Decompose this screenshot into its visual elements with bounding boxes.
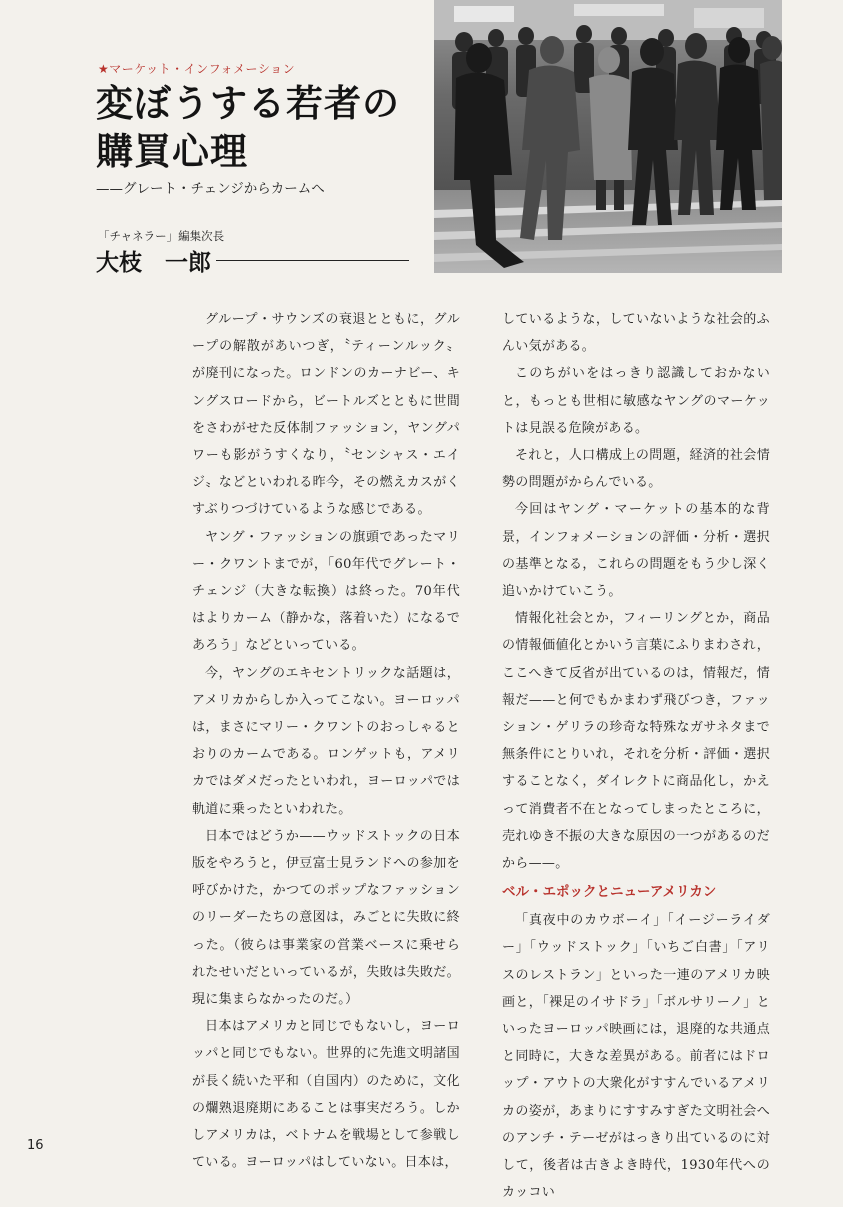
paragraph-continuation: しているような，していないような社会的ふんい気がある。 xyxy=(502,312,770,355)
crowd-photo xyxy=(434,0,782,273)
author-name: 大枝 一郎 xyxy=(96,250,211,276)
article-subtitle: ——グレート・チェンジからカームへ xyxy=(96,181,325,197)
paragraph: 今，ヤングのエキセントリックな話題は，アメリカからしか入ってこない。ヨーロッパは，まさにマリー・クワントのおっしゃるとおりのカームである。ロンゲットも，アメリカではダメだったといわれ，ヨーロッパでは軌道に乗ったといわれた。 xyxy=(192,665,460,817)
title-line-1: 変ぼうする若者の xyxy=(96,82,400,125)
paragraph: ヤング・ファッションの旗頭であったマリー・クワントまでが，「60年代でグレート・チェンジ（大きな転換）は終った。70年代はよりカーム（静かな，落着いた）になるであろう」などといっている。 xyxy=(192,529,460,654)
paragraph: 今回はヤング・マーケットの基本的な背景，インフォメーションの評価・分析・選択の基準となる，これらの問題をもう少し深く追いかけていこう。 xyxy=(502,502,770,600)
section-kicker: ★マーケット・インフォメーション xyxy=(98,62,296,76)
body-column-left xyxy=(192,306,460,1177)
title-line-2: 購買心理 xyxy=(96,130,248,173)
paragraph: それと，人口構成上の問題，経済的社会情勢の問題がからんでいる。 xyxy=(502,448,770,491)
paragraph: グループ・サウンズの衰退とともに，グループの解散があいつぎ，〝ティーンルック〟が廃刊になった。ロンドンのカーナビー、キングスロードから，ビートルズとともに世間をさわがせた反体制ファッション，ヤングパワーも影がうすくなり，〝センシャス・エイジ〟などといわれる昨今，その燃えカスがくすぶりつづけているような感じである。 xyxy=(192,312,460,518)
crowd-photo-image xyxy=(434,0,782,273)
paragraph: 情報化社会とか，フィーリングとか，商品の情報価値化とかいう言葉にふりまわされ，ここへきて反省が出ているのは，情報だ，情報だ——と何でもかまわず飛びつき，ファッション・ゲリラの珍奇な特殊なガサネタまで無条件にとりいれ，それを分析・評価・選択することなく，ダイレクトに商品化し，かえって消費者不在となってしまったところに，売れゆき不振の大きな原因の一つがあるのだから——。 xyxy=(502,611,770,872)
paragraph: このちがいをはっきり認識しておかないと，もっとも世相に敏感なヤングのマーケットは見誤る危険がある。 xyxy=(502,366,770,436)
article-title xyxy=(96,80,400,176)
section-heading: ベル・エポックとニューアメリカン xyxy=(502,884,717,901)
page-number: 16 xyxy=(27,1138,44,1153)
author-role: 「チャネラー」編集次長 xyxy=(98,229,225,243)
paragraph: 日本ではどうか——ウッドストックの日本版をやろうと，伊豆富士見ランドへの参加を呼びかけた，かつてのポップなファッションのリーダーたちの意図は，みごとに失敗に終った。（彼らは事業家の営業ベースに乗せられたせいだといっているが，失敗は失敗だ。現に集まらなかったのだ。） xyxy=(192,828,460,1008)
author-rule xyxy=(216,260,409,261)
body-column-right xyxy=(502,306,770,1207)
paragraph: 日本はアメリカと同じでもないし，ヨーロッパと同じでもない。世界的に先進文明諸国が長く続いた平和（自国内）のために，文化の爛熟退廃期にあることは事実だろう。しかしアメリカは，ベトナムを戦場として参戦している。ヨーロッパはしていない。日本は， xyxy=(192,1019,460,1171)
paragraph: 「真夜中のカウボーイ」「イージーライダー」「ウッドストック」「いちご白書」「アリスのレストラン」といった一連のアメリカ映画と，「裸足のイサドラ」「ボルサリーノ」といったヨーロッパ映画には，退廃的な共通点と同時に，大きな差異がある。前者にはドロップ・アウトの大衆化がすすんでいるアメリカの姿が，あまりにすすみすぎた文明社会へのアンチ・テーゼがはっきり出ているのに対して，後者は古きよき時代，1930年代へのカッコい xyxy=(502,913,770,1201)
